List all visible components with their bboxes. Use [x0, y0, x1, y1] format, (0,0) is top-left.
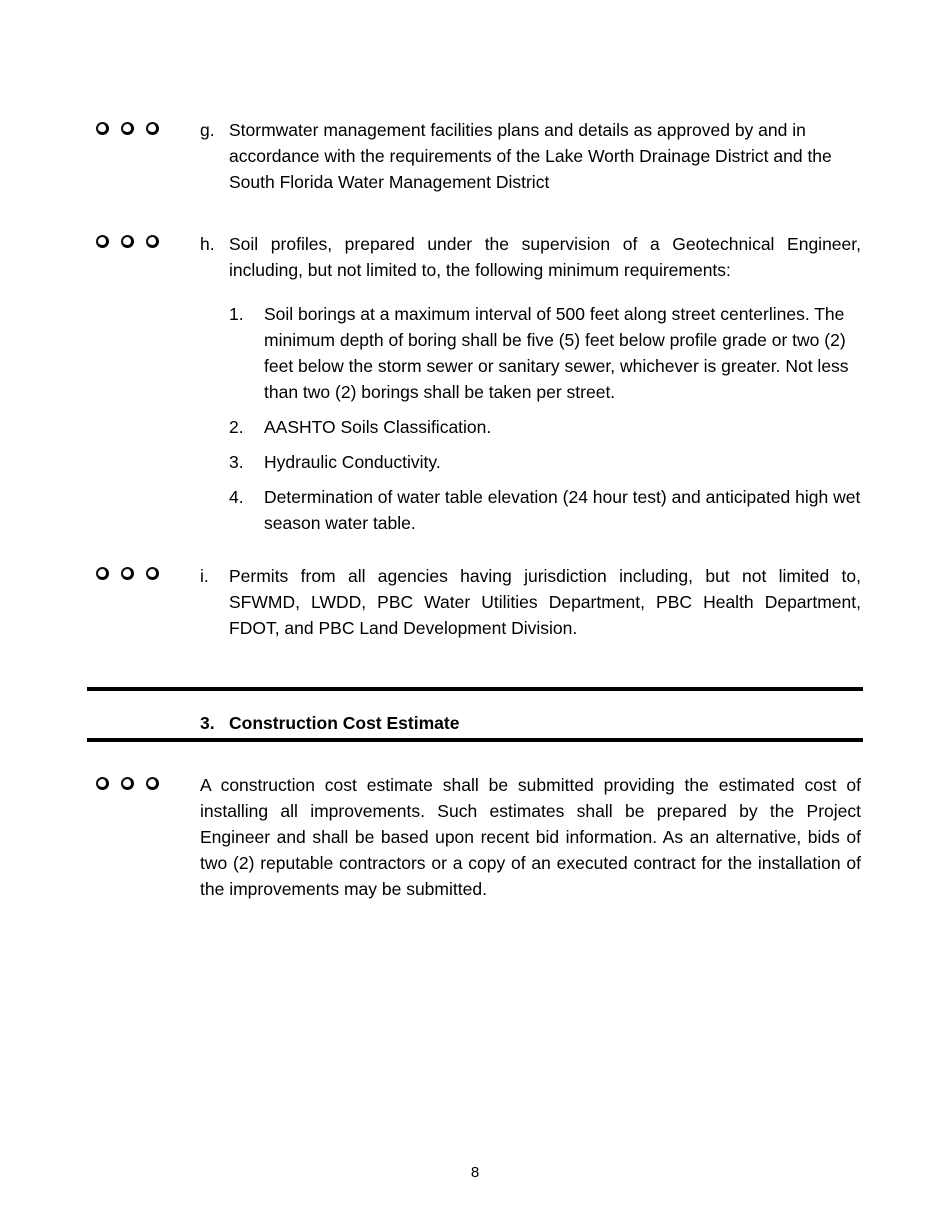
list-item-h	[200, 231, 861, 283]
circle-checkbox-3[interactable]	[146, 235, 159, 248]
checkbox-group-cost	[96, 777, 186, 790]
page-number: 8	[470, 1164, 480, 1181]
checkbox-group-g	[96, 122, 186, 135]
circle-checkbox-2[interactable]	[121, 122, 134, 135]
item-letter: g.	[200, 120, 215, 140]
sub-item-text: AASHTO Soils Classification.	[264, 417, 492, 437]
sub-item-number: 2.	[229, 417, 244, 437]
section-top-rule	[87, 687, 863, 691]
section-bottom-rule	[87, 738, 863, 742]
sub-item-number: 3.	[229, 452, 244, 472]
section-heading	[200, 710, 459, 736]
circle-checkbox-2[interactable]	[121, 567, 134, 580]
item-text: Permits from all agencies having jurisdiction including, but not limited to, SFWMD, LWDD, PBC Water Utilities Department, PBC Health Department, FDOT, and PBC Land Development Division.	[229, 566, 861, 638]
sub-item-text: Hydraulic Conductivity.	[264, 452, 441, 472]
circle-checkbox-3[interactable]	[146, 122, 159, 135]
circle-checkbox-2[interactable]	[121, 777, 134, 790]
sub-item-1	[229, 301, 861, 405]
sub-item-text: Determination of water table elevation (24 hour test) and anticipated high wet season water table.	[264, 487, 861, 533]
sub-item-number: 4.	[229, 487, 244, 507]
circle-checkbox-1[interactable]	[96, 122, 109, 135]
sub-item-4	[229, 484, 861, 536]
circle-checkbox-1[interactable]	[96, 777, 109, 790]
sub-item-text: Soil borings at a maximum interval of 500 feet along street centerlines. The minimum depth of boring shall be five (5) feet below profile grade or two (2) feet below the storm sewer or sanitary sewer, whichever is greater. Not less than two (2) borings shall be taken per street.	[264, 304, 849, 402]
list-item-g	[200, 117, 861, 195]
section-paragraph: A construction cost estimate shall be submitted providing the estimated cost of installing all improvements. Such estimates shall be prepared by the Project Engineer and shall be based upon recent bid information. As an alternative, bids of two (2) reputable contractors or a copy of an executed contract for the installation of the improvements may be submitted.	[200, 775, 861, 899]
item-text: Soil profiles, prepared under the supervision of a Geotechnical Engineer, including, but not limited to, the following minimum requirements:	[229, 234, 861, 280]
circle-checkbox-1[interactable]	[96, 567, 109, 580]
circle-checkbox-3[interactable]	[146, 567, 159, 580]
checkbox-group-i	[96, 567, 186, 580]
item-text: Stormwater management facilities plans and details as approved by and in accordance with the requirements of the Lake Worth Drainage District and the South Florida Water Management District	[229, 120, 832, 192]
item-letter: h.	[200, 234, 215, 254]
checkbox-group-h	[96, 235, 186, 248]
section-title: Construction Cost Estimate	[229, 713, 460, 733]
circle-checkbox-1[interactable]	[96, 235, 109, 248]
item-letter: i.	[200, 566, 209, 586]
sub-item-number: 1.	[229, 304, 244, 324]
circle-checkbox-2[interactable]	[121, 235, 134, 248]
list-item-i	[200, 563, 861, 641]
circle-checkbox-3[interactable]	[146, 777, 159, 790]
sub-item-2	[229, 414, 861, 440]
section-number: 3.	[200, 713, 215, 733]
sub-item-3	[229, 449, 861, 475]
